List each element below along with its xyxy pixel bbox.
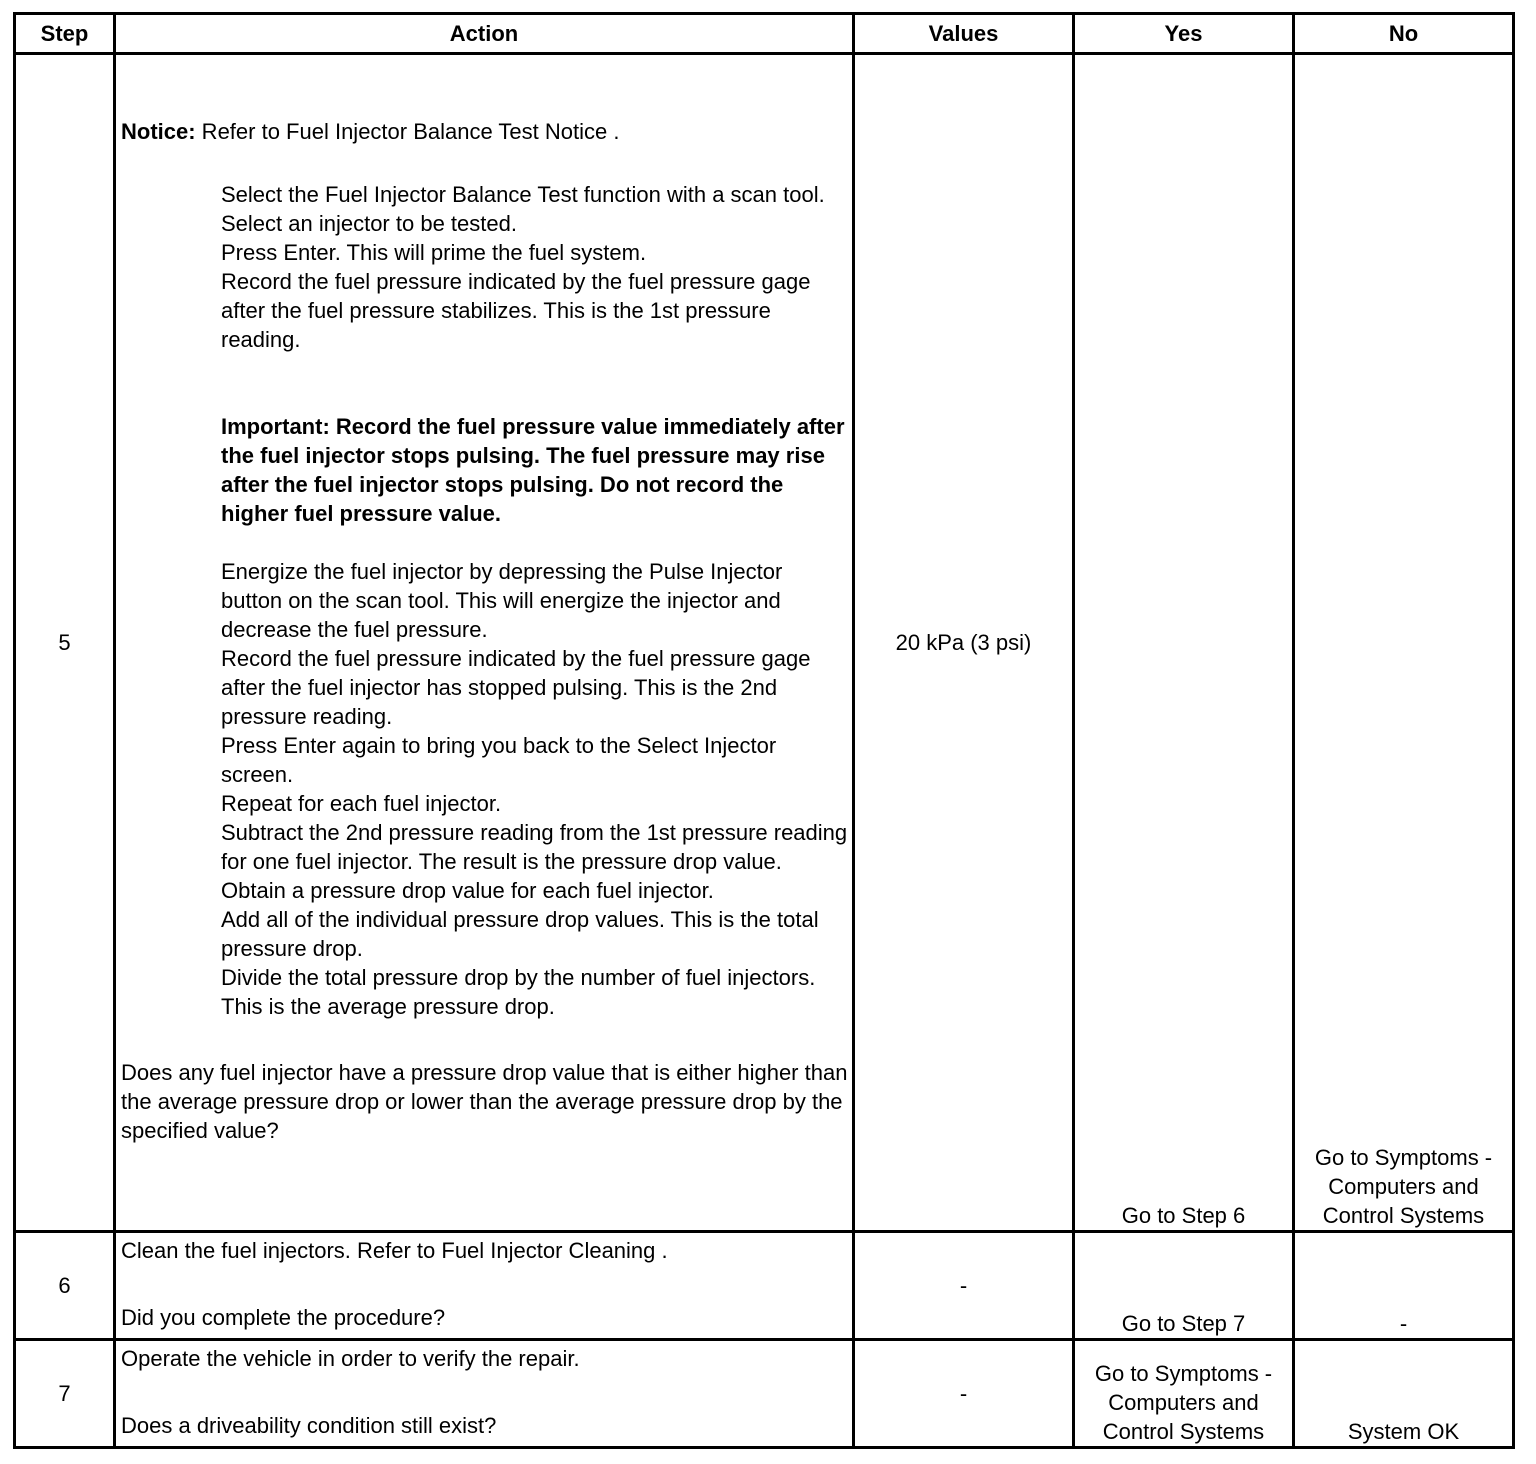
value-cell: 20 kPa (3 psi)	[854, 54, 1074, 1232]
procedure-step: Energize the fuel injector by depressing the Pulse Injector button on the scan tool. This will energize the injector and decrease the fuel pressure.	[221, 559, 783, 642]
notice-label: Notice:	[121, 119, 196, 144]
procedure-step: Subtract the 2nd pressure reading from the 1st pressure reading for one fuel injector. The result is the pressure drop value.	[221, 820, 848, 874]
yes-cell: Go to Step 7	[1074, 1232, 1294, 1340]
no-cell: System OK	[1294, 1340, 1514, 1448]
procedure-step: Obtain a pressure drop value for each fuel injector.	[221, 878, 714, 903]
procedure-step: Record the fuel pressure indicated by the fuel pressure gage after the fuel injector has stopped pulsing. This is the 2nd pressure reading.	[221, 646, 811, 729]
step5-question: Does any fuel injector have a pressure drop value that is either higher than the average pressure drop or lower than the average pressure drop by the specified value?	[121, 1060, 848, 1143]
header-row	[15, 14, 1514, 54]
important-note: Important: Record the fuel pressure value immediately after the fuel injector stops pulsing. The fuel pressure may rise after the fuel injector stops pulsing. Do not record the higher fuel pressure value.	[221, 414, 845, 526]
step-number: 6	[15, 1232, 115, 1340]
action-cell	[115, 1340, 854, 1448]
step7-question: Does a driveability condition still exist?	[121, 1413, 497, 1438]
header-step: Step	[15, 14, 115, 54]
procedure-step: Press Enter again to bring you back to the Select Injector screen.	[221, 733, 777, 787]
no-cell: Go to Symptoms - Computers and Control Systems	[1294, 54, 1514, 1232]
procedure-steps-b	[221, 557, 848, 1021]
procedure-step: Select the Fuel Injector Balance Test function with a scan tool.	[221, 182, 825, 207]
header-values: Values	[854, 14, 1074, 54]
procedure-step: Record the fuel pressure indicated by the fuel pressure gage after the fuel pressure stabilizes. This is the 1st pressure reading.	[221, 269, 811, 352]
value-cell: -	[854, 1232, 1074, 1340]
procedure-step: Repeat for each fuel injector.	[221, 791, 502, 816]
procedure-step: Add all of the individual pressure drop values. This is the total pressure drop.	[221, 907, 819, 961]
table-row-step-7	[15, 1340, 1514, 1448]
action-cell	[115, 1232, 854, 1340]
step-number: 7	[15, 1340, 115, 1448]
notice-text: Refer to Fuel Injector Balance Test Notice .	[195, 119, 620, 144]
notice-line	[121, 113, 848, 146]
yes-cell: Go to Symptoms - Computers and Control Systems	[1074, 1340, 1294, 1448]
diagnostic-table	[13, 12, 1515, 1449]
no-cell: -	[1294, 1232, 1514, 1340]
procedure-step: Select an injector to be tested.	[221, 211, 517, 236]
value-cell: -	[854, 1340, 1074, 1448]
table-row-step-6	[15, 1232, 1514, 1340]
action-cell	[115, 54, 854, 1232]
procedure-step: Press Enter. This will prime the fuel system.	[221, 240, 647, 265]
table-row-step-5	[15, 54, 1514, 1232]
header-action: Action	[115, 14, 854, 54]
step7-action: Operate the vehicle in order to verify the repair.	[121, 1346, 580, 1371]
yes-cell: Go to Step 6	[1074, 54, 1294, 1232]
header-yes: Yes	[1074, 14, 1294, 54]
step6-question: Did you complete the procedure?	[121, 1305, 446, 1330]
step6-action: Clean the fuel injectors. Refer to Fuel Injector Cleaning .	[121, 1238, 668, 1263]
procedure-step: Divide the total pressure drop by the number of fuel injectors. This is the average pressure drop.	[221, 965, 816, 1019]
step-number: 5	[15, 54, 115, 1232]
procedure-steps-a	[221, 180, 848, 354]
header-no: No	[1294, 14, 1514, 54]
